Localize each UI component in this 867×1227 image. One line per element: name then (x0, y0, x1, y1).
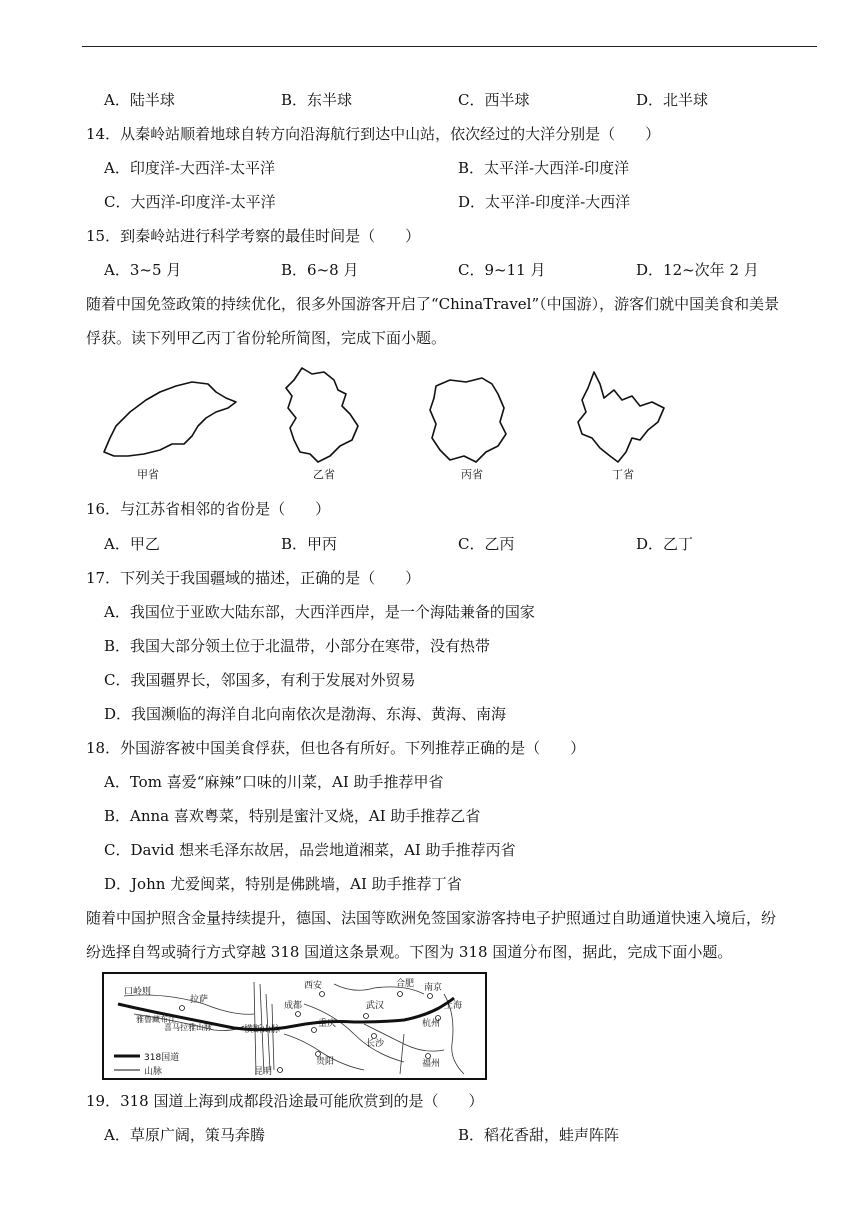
q17-option-a[interactable]: A．我国位于亚欧大陆东部，大西洋西岸，是一个海陆兼备的国家 (104, 603, 535, 621)
map-place-14: 福州 (422, 1059, 441, 1069)
q16-stem: 16．与江苏省相邻的省份是（ ） (86, 500, 331, 518)
q18-option-a[interactable]: A．Tom 喜爱“麻辣”口味的川菜，AI 助手推荐甲省 (104, 773, 444, 791)
province-ding-outline (574, 368, 670, 466)
map-place-2: 西安 (304, 981, 323, 991)
province-label-jia: 甲省 (137, 468, 159, 481)
province-label-ding: 丁省 (612, 468, 634, 481)
q19-option-b[interactable]: B．稻花香甜，蛙声阵阵 (458, 1126, 620, 1144)
map-place-12: 贵阳 (316, 1057, 335, 1067)
province-yi-outline (282, 364, 362, 464)
q13-option-a[interactable]: A．陆半球 (104, 91, 175, 109)
intro2-line1: 随着中国免签政策的持续优化，很多外国游客开启了“ChinaTravel”（中国游），游客们就中国美食和美景 (86, 295, 780, 313)
map-place-3: 合肥 (396, 979, 415, 989)
header-rule (82, 46, 817, 47)
q15-option-b[interactable]: B．6~8 月 (281, 261, 359, 279)
map-place-13: 昆明 (254, 1067, 273, 1077)
q15-option-a[interactable]: A．3~5 月 (104, 261, 182, 279)
q19-option-a[interactable]: A．草原广阔，策马奔腾 (104, 1126, 265, 1144)
q17-option-b[interactable]: B．我国大部分领土位于北温带，小部分在寒带，没有热带 (104, 637, 491, 655)
map-place-4: 南京 (424, 983, 443, 993)
q16-option-d[interactable]: D．乙丁 (636, 535, 694, 553)
q15-option-d[interactable]: D．12~次年 2 月 (636, 261, 759, 279)
map-place-5: 上海 (444, 1001, 463, 1011)
route-318-map (102, 972, 487, 1080)
province-jia-outline (100, 378, 240, 462)
map-place-11: 长沙 (366, 1039, 385, 1049)
q15-option-c[interactable]: C．9~11 月 (458, 261, 546, 279)
q14-option-d[interactable]: D．太平洋-印度洋-大西洋 (458, 193, 631, 211)
map-place-16: 喜马拉雅山脉 (164, 1023, 212, 1032)
province-bing-outline (426, 376, 512, 464)
q18-option-c[interactable]: C．David 想来毛泽东故居，品尝地道湘菜，AI 助手推荐丙省 (104, 841, 516, 859)
q18-option-b[interactable]: B．Anna 喜欢粤菜，特别是蜜汁叉烧，AI 助手推荐乙省 (104, 807, 481, 825)
q16-option-a[interactable]: A．甲乙 (104, 535, 160, 553)
q14-option-c[interactable]: C．大西洋-印度洋-太平洋 (104, 193, 276, 211)
map-place-0: 口岭则 (124, 987, 152, 997)
q13-option-c[interactable]: C．西半球 (458, 91, 530, 109)
q15-stem: 15．到秦岭站进行科学考察的最佳时间是（ ） (86, 227, 421, 245)
map-place-10: 重庆 (318, 1019, 337, 1029)
q13-option-b[interactable]: B．东半球 (281, 91, 353, 109)
map-place-8: 杭州 (422, 1019, 441, 1029)
map-legend-route: 318国道 (144, 1053, 180, 1063)
map-place-9: 横断山脉 (244, 1025, 281, 1035)
q18-stem: 18．外国游客被中国美食俘获，但也各有所好。下列推荐正确的是（ ） (86, 739, 586, 757)
map-place-1: 拉萨 (190, 995, 209, 1005)
q13-option-d[interactable]: D．北半球 (636, 91, 709, 109)
intro3-line2: 纷选择自驾或骑行方式穿越 318 国道这条景观。下图为 318 国道分布图，据此，完成下面小题。 (86, 943, 733, 961)
q14-stem: 14．从秦岭站顺着地球自转方向沿海航行到达中山站，依次经过的大洋分别是（ ） (86, 125, 661, 143)
map-place-15: 雅鲁藏布江 (136, 1015, 176, 1024)
q14-option-a[interactable]: A．印度洋-大西洋-太平洋 (104, 159, 275, 177)
map-place-7: 武汉 (366, 1001, 385, 1011)
q17-stem: 17．下列关于我国疆域的描述，正确的是（ ） (86, 569, 421, 587)
map-place-6: 成都 (284, 1001, 303, 1011)
q14-option-b[interactable]: B．太平洋-大西洋-印度洋 (458, 159, 630, 177)
q19-stem: 19．318 国道上海到成都段沿途最可能欣赏到的是（ ） (86, 1092, 484, 1110)
q18-option-d[interactable]: D．John 尤爱闽菜，特别是佛跳墙，AI 助手推荐丁省 (104, 875, 462, 893)
q17-option-c[interactable]: C．我国疆界长，邻国多，有利于发展对外贸易 (104, 671, 416, 689)
q16-option-c[interactable]: C．乙丙 (458, 535, 515, 553)
intro2-line2: 俘获。读下列甲乙丙丁省份轮所简图，完成下面小题。 (86, 329, 447, 347)
province-label-bing: 丙省 (461, 468, 483, 481)
map-legend-mountain: 山脉 (144, 1067, 163, 1077)
q16-option-b[interactable]: B．甲丙 (281, 535, 338, 553)
q17-option-d[interactable]: D．我国濒临的海洋自北向南依次是渤海、东海、黄海、南海 (104, 705, 507, 723)
province-label-yi: 乙省 (313, 468, 335, 481)
intro3-line1: 随着中国护照含金量持续提升，德国、法国等欧洲免签国家游客持电子护照通过自助通道快速入境后，纷 (86, 909, 777, 927)
